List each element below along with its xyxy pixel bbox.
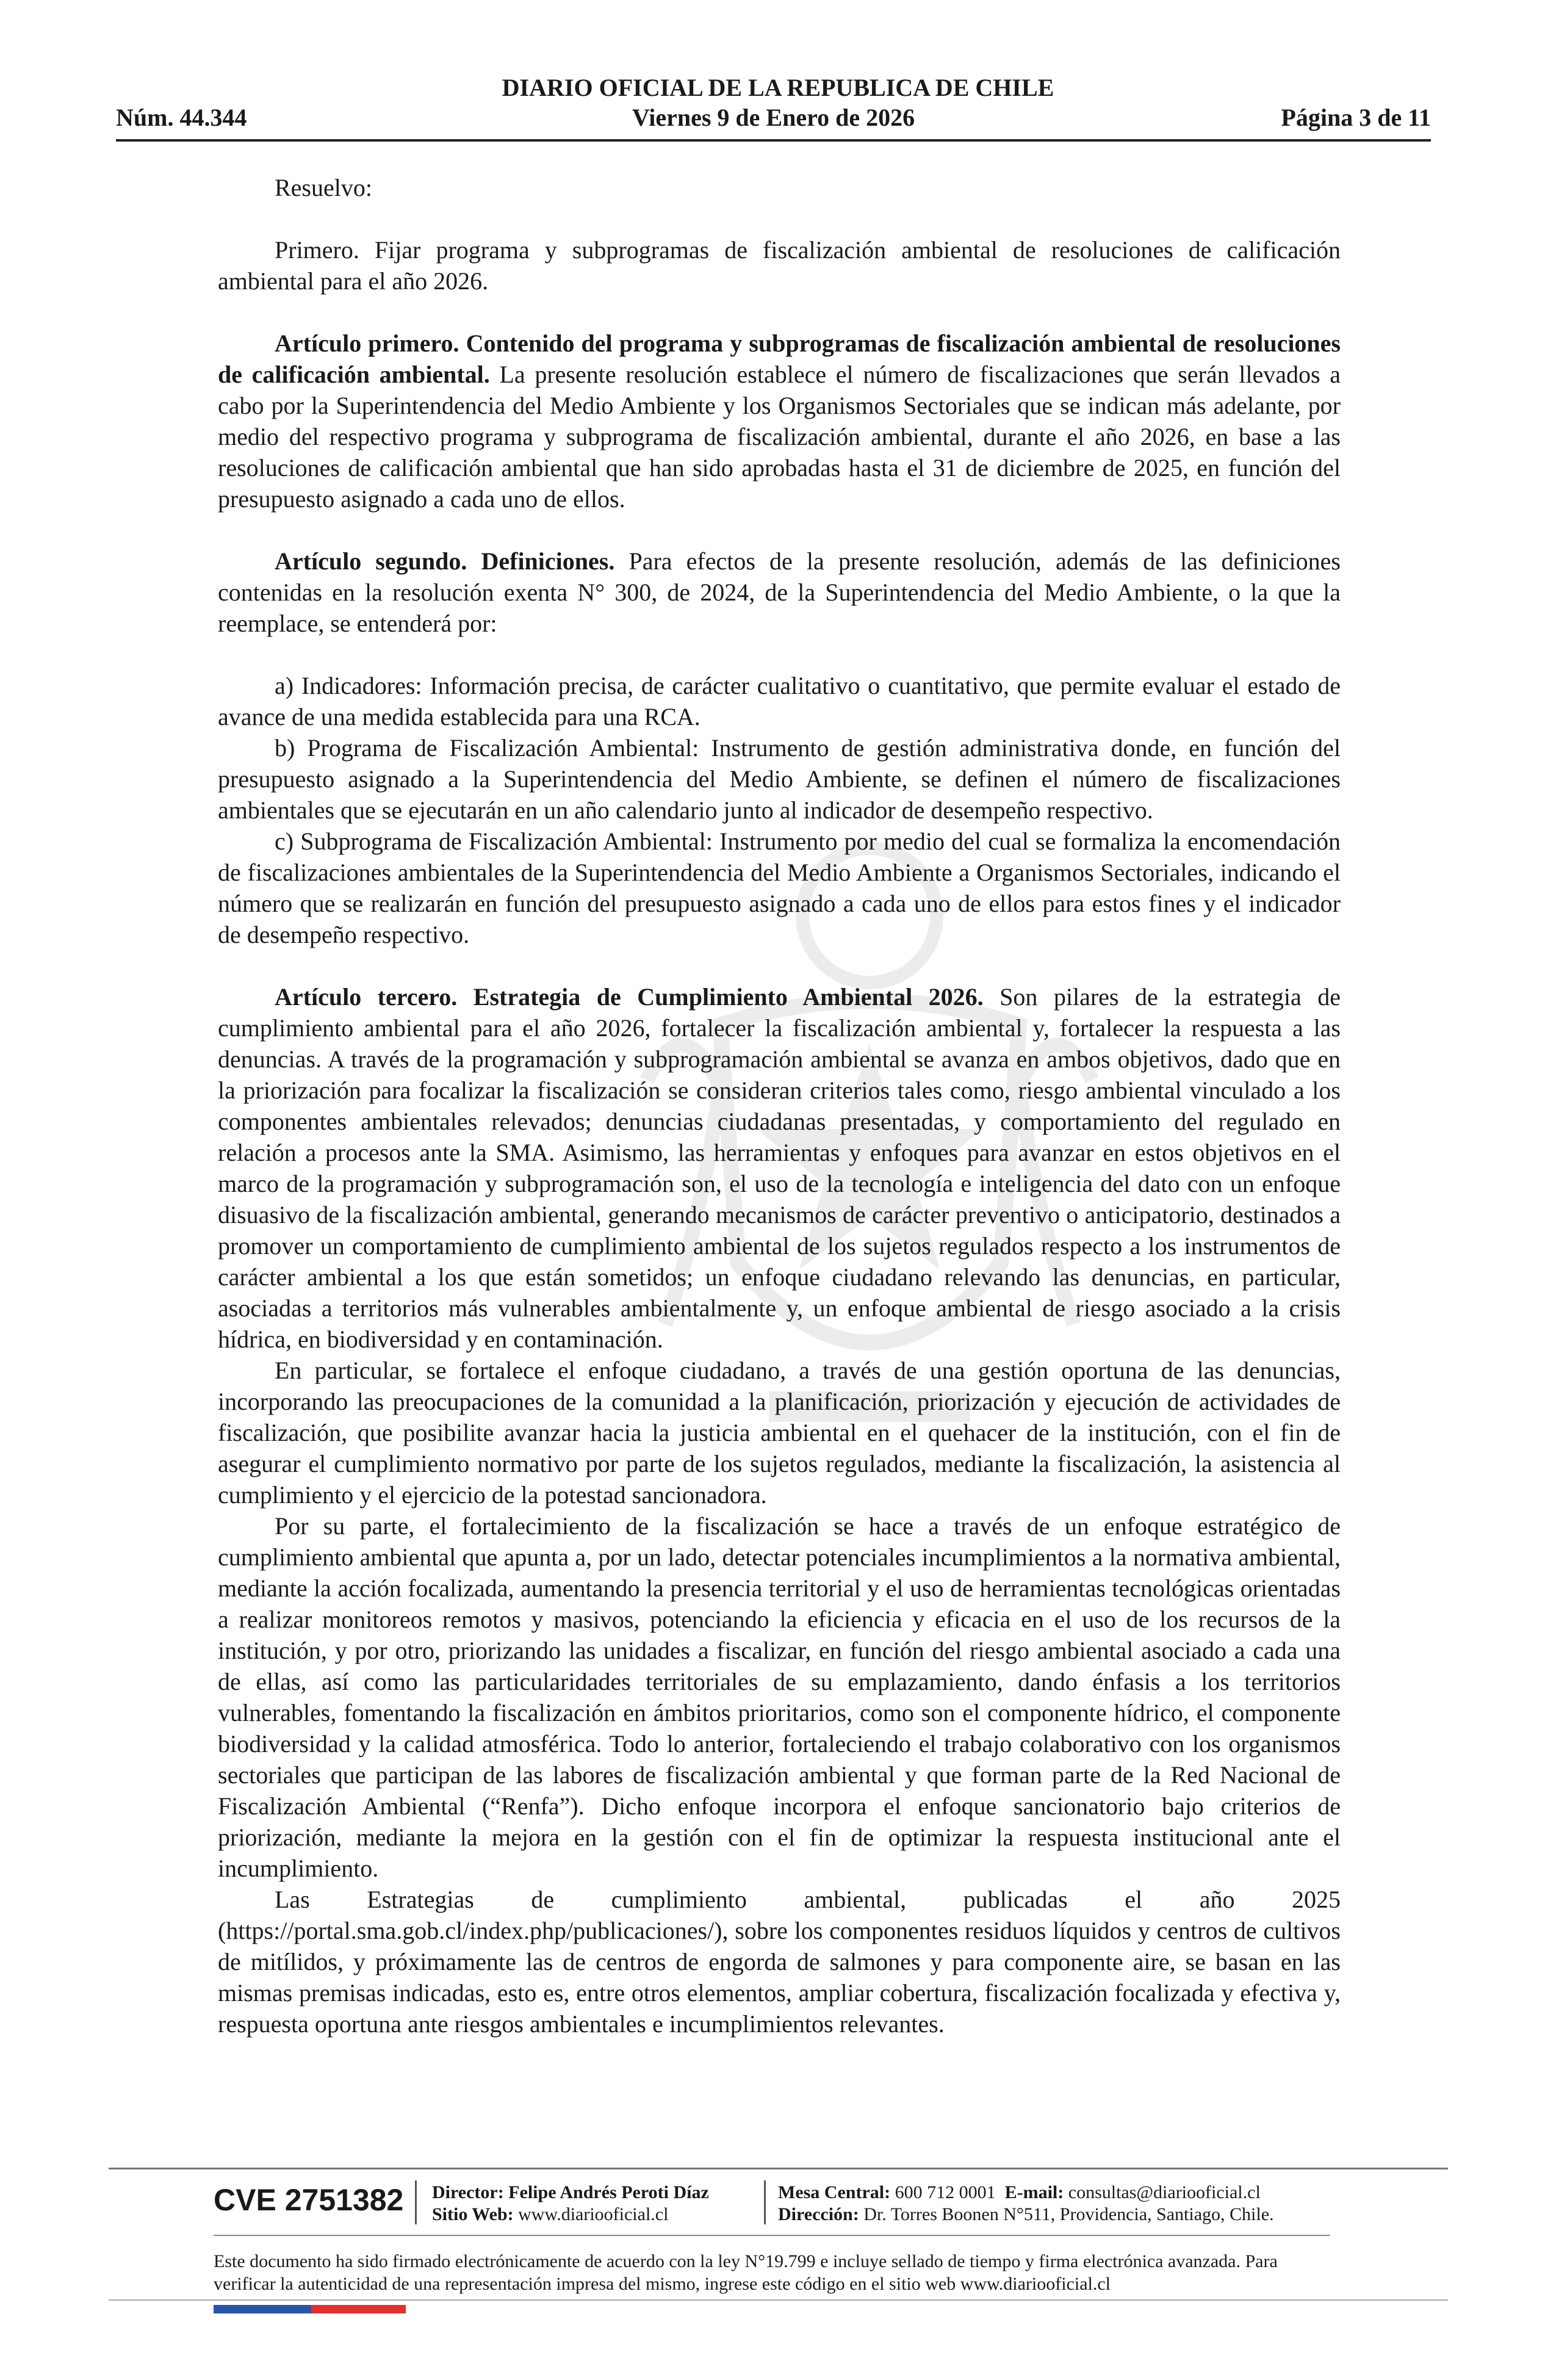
email-link[interactable]: consultas@diariooficial.cl — [1068, 2182, 1261, 2202]
paragraph-estrategias: Las Estrategias de cumplimiento ambiental, publicadas el año 2025 (https://portal.sma.gob.cl/index.php/publicaciones/), sobre los componentes residuos líquidos y centros de cultivos de mitílidos, y próximamente las de centros de engorda de salmones y para componente aire, se basan en las mismas premisas indicadas, esto es, entre otros elementos, ampliar cobertura, fiscalización focalizada y efectiva y, respuesta oportuna ante riesgos ambientales e incumplimientos relevantes. — [218, 1886, 1341, 2038]
footer-contact-block: Mesa Central: 600 712 0001 E-mail: consultas@diariooficial.cl Dirección: Dr. Torres Boonen N°511, Providencia, Santiago, Chile. — [778, 2182, 1274, 2224]
article-1-body: La presente resolución establece el número de fiscalizaciones que serán llevados a cabo por la Superintendencia del Medio Ambiente y los Organismos Sectoriales que se indican más adelante, por medio del respectivo programa y subprograma de fiscalización ambiental, durante el año 2026, en base a las resoluciones de calificación ambiental que han sido aprobadas hasta el 31 de diciembre de 2025, en función del presupuesto asignado a cada uno de ellos. — [218, 361, 1341, 513]
paragraph-fortalecimiento: Por su parte, el fortalecimiento de la fiscalización se hace a través de un enfoque estratégico de cumplimiento ambiental que apunta a, por un lado, detectar potenciales incumplimientos a la normativa ambiental, mediante la acción focalizada, aumentando la presencia territorial y el uso de herramientas tecnológicas orientadas a realizar monitoreos remotos y masivos, potenciando la eficiencia y eficacia en el uso de los recursos de la institución, y por otro, priorizando las unidades a fiscalizar, en función del riesgo ambiental asociado a cada una de ellas, así como las particularidades territoriales de su emplazamiento, dando énfasis a los territorios vulnerables, fomentando la fiscalización en ámbitos prioritarios, como son el componente hídrico, el componente biodiversidad y la calidad atmosférica. Todo lo anterior, fortaleciendo el trabajo colaborativo con los organismos sectoriales que participan de las labores de fiscalización ambiental y que forman parte de la Red Nacional de Fiscalización Ambiental (“Renfa”). Dicho enfoque incorpora el enfoque sancionatorio bajo criterios de priorización, mediante la mejora en la gestión con el fin de optimizar la respuesta institucional ante el incumplimiento. — [218, 1512, 1341, 1882]
website-link[interactable]: www.diariooficial.cl — [518, 2204, 669, 2224]
phone-number: 600 712 0001 — [895, 2182, 996, 2202]
article-2-body: Para efectos de la presente resolución, además de las definiciones contenidas en la resolución exenta N° 300, de 2024, de la Superintendencia del Medio Ambiente, o la que la reemplace, se entenderá por: — [218, 547, 1341, 637]
article-3-body: Son pilares de la estrategia de cumplimiento ambiental para el año 2026, fortalecer la fiscalización ambiental y, fortalecer la respuesta a las denuncias. A través de la programación y subprogramación ambiental se avanza en ambos objetivos, dado que en la priorización para focalizar la fiscalización se consideran criterios tales como, riesgo ambiental vinculado a los componentes ambientales relevados; denuncias ciudadanas presentadas, y comportamiento del regulado en relación a procesos ante la SMA. Asimismo, las herramientas y enfoques para avanzar en estos objetivos en el marco de la programación y subprogramación son, el uso de la tecnología e inteligencia del dato con un enfoque disuasivo de la fiscalización ambiental, generando mecanismos de carácter preventivo o anticipatorio, destinados a promover un comportamiento de cumplimiento ambiental de los sujetos regulados respecto a los instrumentos de carácter ambiental a los que están sometidos; un enfoque ciudadano relevando las denuncias, en particular, asociadas a territorios más vulnerables ambientalmente y, un enfoque ambiental de riesgo asociado a la crisis hídrica, en biodiversidad y en contaminación. — [218, 983, 1341, 1353]
article-3 — [218, 981, 1341, 1355]
footer-divider-top — [109, 2168, 1448, 2169]
article-1 — [218, 328, 1341, 514]
definition-b: b) Programa de Fiscalización Ambiental: Instrumento de gestión administrativa donde, en función del presupuesto asignado a la Superintendencia del Medio Ambiente, se definen el número de fiscalizaciones ambientales que se ejecutarán en un año calendario junto al indicador de desempeño respectivo. — [218, 734, 1341, 824]
cve-code: CVE 2751382 — [214, 2183, 404, 2217]
footer-separator — [764, 2180, 766, 2224]
issue-number: Núm. 44.344 — [116, 104, 247, 131]
header-divider — [116, 139, 1431, 142]
article-3-title: Artículo tercero. Estrategia de Cumplimiento Ambiental 2026. — [275, 983, 984, 1011]
footer-separator — [415, 2180, 417, 2224]
paragraph-primero: Primero. Fijar programa y subprogramas de fiscalización ambiental de resoluciones de calificación ambiental para el año 2026. — [218, 236, 1341, 295]
article-2 — [218, 546, 1341, 639]
article-1-title: Artículo primero. Contenido del programa y subprogramas de fiscalización ambiental de resoluciones de calificación ambiental. — [218, 330, 1341, 388]
address: Dr. Torres Boonen N°511, Providencia, Santiago, Chile. — [863, 2204, 1274, 2224]
director-name: Felipe Andrés Peroti Díaz — [508, 2182, 709, 2202]
flag-bar-blue — [214, 2305, 311, 2313]
resuelvo-heading: Resuelvo: — [275, 174, 372, 201]
article-2-title: Artículo segundo. Definiciones. — [275, 547, 615, 575]
page-header — [116, 103, 1431, 133]
footer-divider-mid — [214, 2235, 1330, 2236]
footer-director-block: Director: Felipe Andrés Peroti Díaz Sitio Web: www.diariooficial.cl — [432, 2182, 709, 2224]
definition-c: c) Subprograma de Fiscalización Ambiental: Instrumento por medio del cual se formaliza la encomendación de fiscalizaciones ambientales de la Superintendencia del Medio Ambiente a Organismos Sectoriales, indicando el número que se realizarán en función del presupuesto asignado a cada uno de ellos para estos fines y el indicador de desempeño respectivo. — [218, 828, 1341, 948]
document-body — [218, 172, 1341, 2039]
paragraph-enfoque-ciudadano: En particular, se fortalece el enfoque ciudadano, a través de una gestión oportuna de las denuncias, incorporando las preocupaciones de la comunidad a la planificación, priorización y ejecución de actividades de fiscalización, que posibilite avanzar hacia la justicia ambiental en el quehacer de la institución, con el fin de asegurar el cumplimiento normativo por parte de los sujetos regulados, mediante la fiscalización, la asistencia al cumplimiento y el ejercicio de la potestad sancionadora. — [218, 1357, 1341, 1509]
issue-date: Viernes 9 de Enero de 2026 — [632, 104, 915, 131]
footer-divider-bottom — [109, 2299, 1448, 2301]
page-number: Página 3 de 11 — [1281, 104, 1431, 131]
publication-title: DIARIO OFICIAL DE LA REPUBLICA DE CHILE — [502, 74, 1054, 101]
legal-notice: Este documento ha sido firmado electrónicamente de acuerdo con la ley N°19.799 e incluye sellado de tiempo y firma electrónica avanzada. Para verificar la autenticidad de una representación impresa del mismo, ingrese este código en el sitio web www.diariooficial.cl — [214, 2251, 1278, 2294]
definition-a: a) Indicadores: Información precisa, de carácter cualitativo o cuantitativo, que permite evaluar el estado de avance de una medida establecida para una RCA. — [218, 672, 1341, 730]
flag-bar-red — [311, 2305, 406, 2313]
